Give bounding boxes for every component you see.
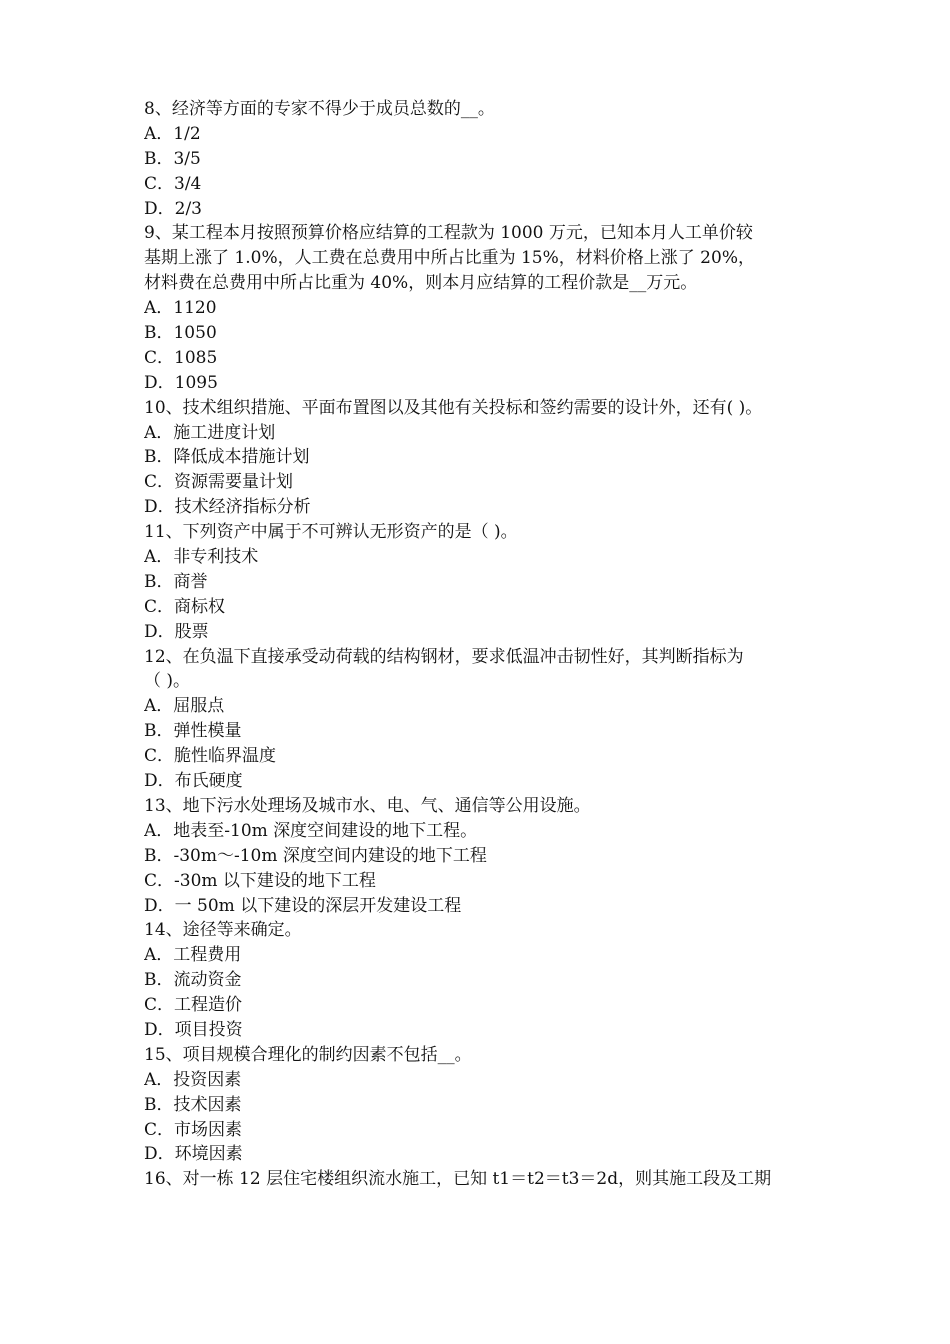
- question-block: [144, 520, 814, 644]
- question-block: [144, 1043, 814, 1167]
- answer-option: D．技术经济指标分析: [144, 497, 311, 518]
- answer-option: B．技术因素: [144, 1094, 242, 1115]
- question-text: 9、某工程本月按照预算价格应结算的工程款为 1000 万元，已知本月人工单价较: [144, 223, 753, 244]
- answer-option: A．工程费用: [144, 945, 242, 966]
- question-text: 10、技术组织措施、平面布置图以及其他有关投标和签约需要的设计外，还有( )。: [144, 397, 763, 418]
- answer-option: A．1120: [144, 298, 217, 319]
- question-block: [144, 396, 814, 520]
- answer-option: C．-30m 以下建设的地下工程: [144, 870, 376, 891]
- answer-option: D．股票: [144, 621, 209, 642]
- question-text: 基期上涨了 1.0%，人工费在总费用中所占比重为 15%，材料价格上涨了 20%，: [144, 248, 755, 269]
- question-text: 12、在负温下直接承受动荷载的结构钢材，要求低温冲击韧性好，其判断指标为: [144, 646, 744, 667]
- answer-option: C．市场因素: [144, 1119, 243, 1140]
- answer-option: C．3/4: [144, 173, 202, 194]
- answer-option: C．资源需要量计划: [144, 472, 294, 493]
- question-text: 16、对一栋 12 层住宅楼组织流水施工，已知 t1＝t2＝t3＝2d，则其施工段及工期: [144, 1169, 772, 1190]
- question-text: （ )。: [144, 671, 191, 692]
- answer-option: A．投资因素: [144, 1069, 242, 1090]
- question-block: [144, 221, 814, 395]
- answer-option: B．1050: [144, 323, 217, 344]
- document-page: [144, 97, 814, 1192]
- answer-option: A．1/2: [144, 123, 201, 144]
- question-block: [144, 918, 814, 1042]
- answer-option: D．项目投资: [144, 1019, 243, 1040]
- answer-option: B．-30m～-10m 深度空间内建设的地下工程: [144, 845, 487, 866]
- answer-option: B．流动资金: [144, 970, 242, 991]
- question-text: 8、经济等方面的专家不得少于成员总数的__。: [144, 99, 495, 119]
- answer-option: C．1085: [144, 347, 218, 368]
- answer-option: A．屈服点: [144, 696, 225, 717]
- answer-option: D．一 50m 以下建设的深层开发建设工程: [144, 895, 462, 916]
- answer-option: D．2/3: [144, 198, 202, 219]
- question-text: 14、途径等来确定。: [144, 920, 302, 941]
- answer-option: D．布氏硬度: [144, 771, 243, 792]
- answer-option: C．商标权: [144, 596, 226, 617]
- question-text: 13、地下污水处理场及城市水、电、气、通信等公用设施。: [144, 795, 591, 816]
- answer-option: C．工程造价: [144, 995, 243, 1016]
- answer-option: B．商誉: [144, 571, 208, 592]
- question-block: [144, 794, 814, 918]
- answer-option: A．施工进度计划: [144, 422, 276, 443]
- answer-option: B．3/5: [144, 148, 201, 169]
- answer-option: A．地表至-10m 深度空间建设的地下工程。: [144, 820, 478, 841]
- answer-option: A．非专利技术: [144, 547, 259, 568]
- question-text: 15、项目规模合理化的制约因素不包括__。: [144, 1044, 472, 1065]
- answer-option: B．降低成本措施计划: [144, 447, 310, 468]
- answer-option: D．环境因素: [144, 1144, 243, 1165]
- answer-option: D．1095: [144, 372, 218, 393]
- question-text: 11、下列资产中属于不可辨认无形资产的是（ )。: [144, 522, 518, 543]
- question-text: 材料费在总费用中所占比重为 40%，则本月应结算的工程价款是__万元。: [144, 273, 698, 294]
- question-block: [144, 1167, 814, 1192]
- answer-option: C．脆性临界温度: [144, 746, 277, 767]
- question-block: [144, 645, 814, 794]
- question-block: [144, 97, 814, 221]
- answer-option: B．弹性模量: [144, 721, 242, 742]
